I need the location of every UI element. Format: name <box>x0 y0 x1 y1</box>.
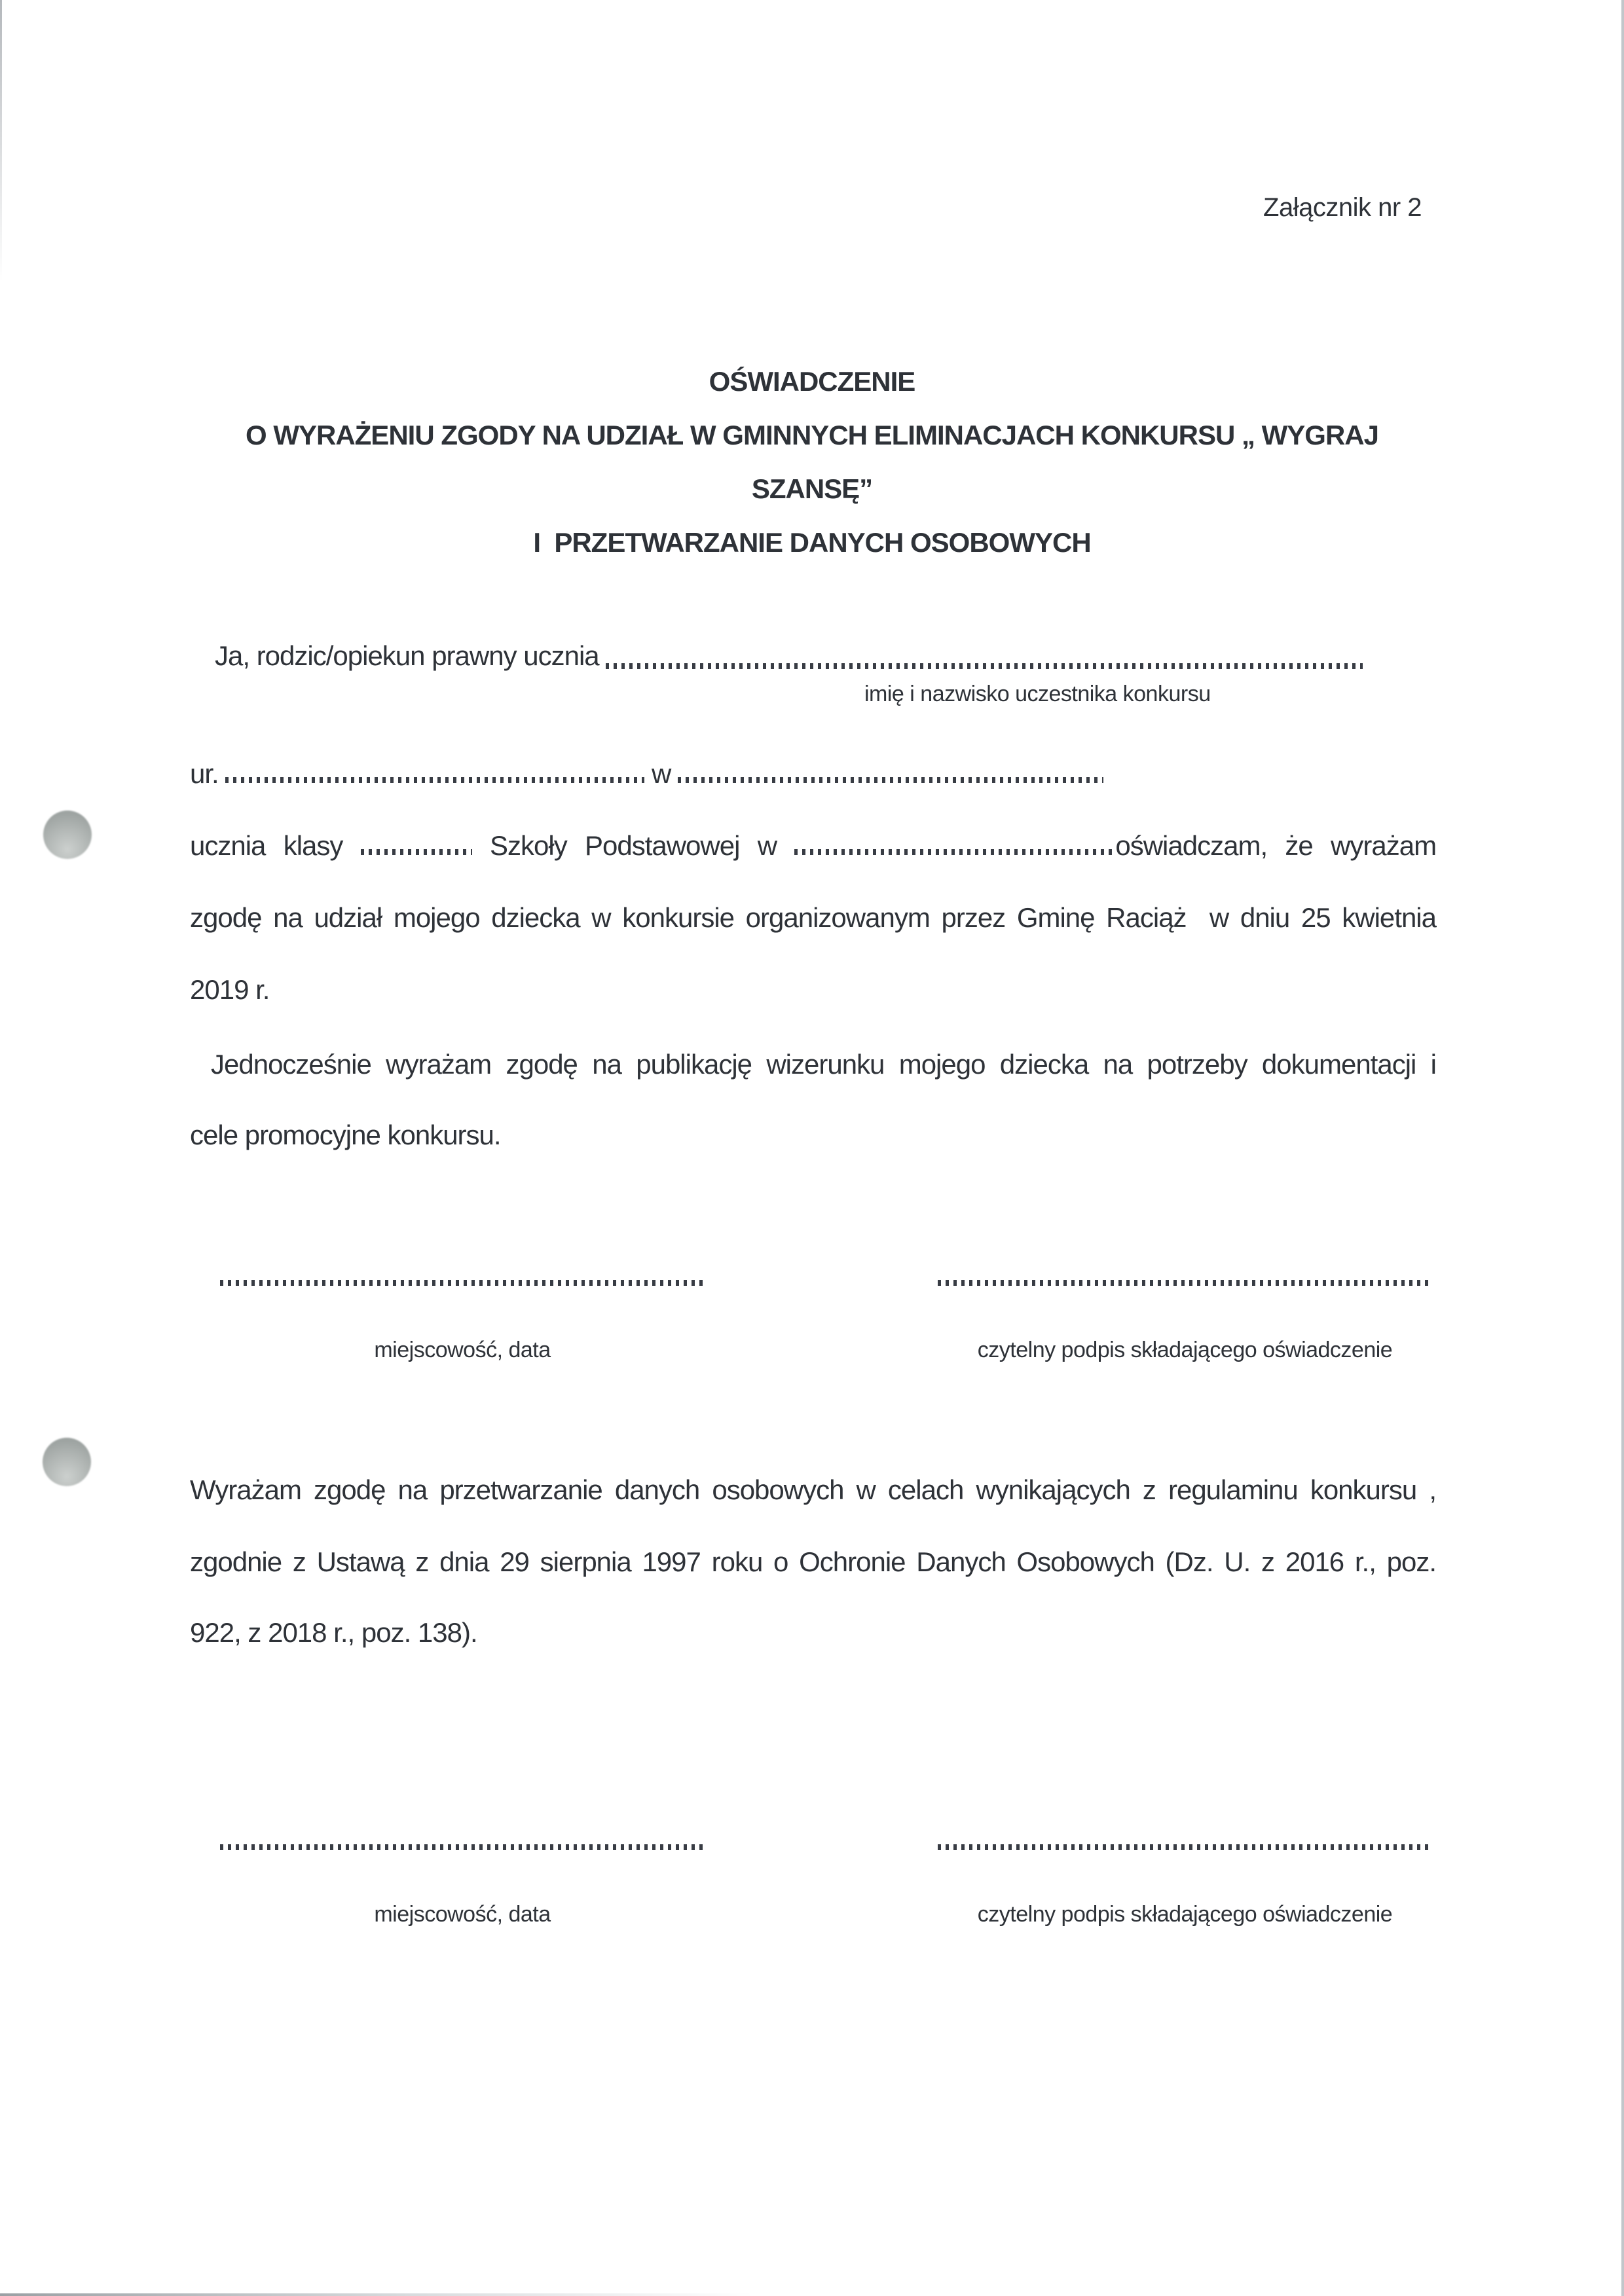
signature-line <box>938 1844 1432 1850</box>
document-title <box>0 355 1624 570</box>
data-consent-line-1: Wyrażam zgodę na przetwarzanie danych osobowych w celach wynikających z regulaminu konkursu , <box>190 1474 1436 1505</box>
place-date-signature-line <box>220 1844 705 1850</box>
data-consent-line-3: 922, z 2018 r., poz. 138). <box>190 1617 477 1648</box>
title-line: OŚWIADCZENIE <box>709 366 915 397</box>
birth-line <box>190 757 1436 791</box>
guardian-name-line <box>190 639 1436 673</box>
data-consent-line-2: zgodnie z Ustawą z dnia 29 sierpnia 1997 roku o Ochronie Danych Osobowych (Dz. U. z 2016 r., poz. <box>190 1546 1436 1577</box>
attachment-label: Załącznik nr 2 <box>1263 193 1422 222</box>
consent-body-line-2: 2019 r. <box>190 974 270 1005</box>
class-prefix: ucznia klasy <box>190 830 343 861</box>
title-line: O WYRAŻENIU ZGODY NA UDZIAŁ W GMINNYCH ELIMINACJACH KONKURSU „ WYGRAJ <box>246 420 1378 450</box>
title-line: SZANSĘ” <box>751 473 873 504</box>
image-consent-line-1: Jednocześnie wyrażam zgodę na publikację wizerunku mojego dziecka na potrzeby dokumentacji i <box>211 1049 1436 1080</box>
place-date-label: miejscowość, data <box>374 1338 551 1362</box>
signature-label: czytelny podpis składającego oświadczenie <box>977 1338 1393 1362</box>
title-line: I PRZETWARZANIE DANYCH OSOBOWYCH <box>533 527 1091 558</box>
scan-edge-right <box>1621 0 1624 2296</box>
school-place-fill-line <box>794 849 1115 855</box>
hole-punch-mark <box>43 811 92 859</box>
school-connector: Szkoły Podstawowej w <box>489 830 777 861</box>
participant-name-caption: imię i nazwisko uczestnika konkursu <box>864 682 1211 706</box>
consent-body-line-1: zgodę na udział mojego dziecka w konkursie organizowanym przez Gminę Raciąż w dniu 25 kwietnia <box>190 902 1436 933</box>
signature-line <box>938 1280 1432 1286</box>
school-class-line <box>190 829 1436 863</box>
participant-name-fill-line <box>606 663 1363 669</box>
class-fill-line <box>361 849 472 855</box>
signature-label: czytelny podpis składającego oświadczenie <box>977 1902 1393 1927</box>
place-date-signature-line <box>220 1280 705 1286</box>
scan-edge-bottom <box>0 2293 753 2296</box>
scan-edge-left <box>0 0 2 282</box>
birth-date-fill-line <box>225 777 644 783</box>
born-prefix: ur. <box>190 758 219 789</box>
declaration-suffix: oświadczam, że wyrażam <box>1115 830 1437 861</box>
hole-punch-mark <box>43 1438 91 1486</box>
place-date-label: miejscowość, data <box>374 1902 551 1927</box>
born-in-connector: w <box>652 758 671 789</box>
birth-place-fill-line <box>678 777 1103 783</box>
guardian-line-text: Ja, rodzic/opiekun prawny ucznia <box>215 640 599 671</box>
image-consent-line-2: cele promocyjne konkursu. <box>190 1120 501 1150</box>
